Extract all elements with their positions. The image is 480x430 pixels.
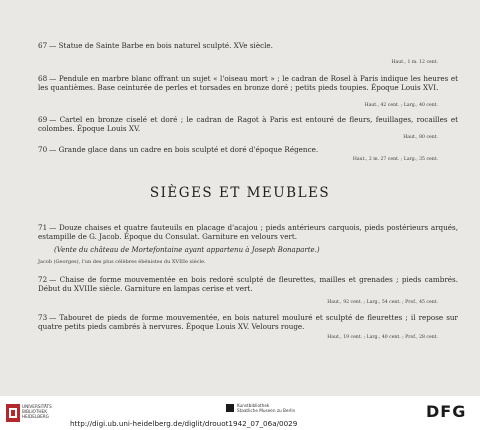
university-name-line: BIBLIOTHEK — [22, 409, 47, 414]
kunstbibliothek-logo-icon — [226, 404, 234, 412]
entry-text: — Douze chaises et quatre fauteuils en placage d'acajou ; pieds antérieurs carquois, pieds postérieurs arqués, estampille de G. Jacob. Époque du Consulat. Garniture en velours vert. — [38, 223, 458, 241]
catalog-entry — [38, 116, 458, 134]
catalog-entry — [38, 276, 458, 294]
entry-number: 68 — [38, 74, 48, 83]
maker-footnote: Jacob (Georges), l'un des plus célèbres ébénistes du XVIIIe siècle. — [38, 259, 206, 265]
section-heading: SIÈGES ET MEUBLES — [149, 185, 331, 201]
entry-measurements: Haut., 19 cent. ; Larg., 40 cent. ; Prof., 28 cent. — [327, 335, 438, 340]
kunstbibliothek-name-line: Staatliche Museen zu Berlin — [237, 408, 296, 414]
entry-measurements: Haut., 2 m. 27 cent. ; Larg., 35 cent. — [352, 157, 438, 162]
provenance-note: (Vente du château de Mortefontaine ayant appartenu à Joseph Bonaparte.) — [54, 246, 320, 254]
catalog-entry — [38, 42, 458, 51]
entry-number: 67 — [38, 41, 48, 50]
university-name-line: UNIVERSITÄTS — [22, 404, 52, 409]
kunstbibliothek-name-line: Kunstbibliothek — [237, 403, 270, 408]
catalog-entry — [38, 224, 458, 242]
entry-text: — Pendule en marbre blanc offrant un sujet « l'oiseau mort » ; le cadran de Rosel à Paris indique les heures et les quantièmes. Base ceinturée de perles et torsades en bronze doré ; petits pieds toupies. Époque Louis XVI. — [38, 74, 458, 92]
dfg-logo: DFG — [426, 402, 467, 421]
catalog-entry — [38, 146, 458, 155]
entry-text: — Tabouret de pieds de forme mouvementée, en bois naturel mouluré et sculpté de fleurettes ; il repose sur quatre petits pieds cambrés à nervures. Époque Louis XV. Velours rouge. — [38, 313, 458, 331]
entry-measurements: Haut., 42 cent. ; Larg., 40 cent. — [364, 103, 438, 108]
university-library-logo-icon — [6, 404, 20, 422]
entry-text: — Statue de Sainte Barbe en bois naturel sculpté. XVe siècle. — [49, 41, 273, 50]
university-library-name — [22, 404, 52, 419]
entry-number: 72 — [38, 275, 48, 284]
entry-text: — Grande glace dans un cadre en bois sculpté et doré d'époque Régence. — [49, 145, 319, 154]
entry-number: 70 — [38, 145, 48, 154]
entry-measurements: Haut., 92 cent. ; Larg., 54 cent. ; Prof., 45 cent. — [327, 300, 438, 305]
catalog-entry — [38, 75, 458, 93]
permalink-url[interactable]: http://digi.ub.uni-heidelberg.de/diglit/drouot1942_07_06a/0029 — [70, 419, 298, 428]
catalog-entry — [38, 314, 458, 332]
university-name-line: HEIDELBERG — [22, 414, 49, 419]
entry-text: — Chaise de forme mouvementée en bois redoré sculpté de fleurettes, mailles et grenades ; pieds cambrés. Début du XVIIIe siècle. Garniture en lampas cerise et vert. — [38, 275, 458, 293]
entry-measurements: Haut., 80 cent. — [403, 135, 438, 140]
entry-text: — Cartel en bronze ciselé et doré ; le cadran de Ragot à Paris est entouré de fleurs, feuillages, rocailles et colombes. Époque Louis XV. — [38, 115, 458, 133]
entry-number: 73 — [38, 313, 48, 322]
entry-number: 69 — [38, 115, 48, 124]
kunstbibliothek-name — [237, 403, 295, 413]
entry-measurements: Haut., 1 m. 12 cent. — [391, 60, 438, 65]
entry-number: 71 — [38, 223, 48, 232]
